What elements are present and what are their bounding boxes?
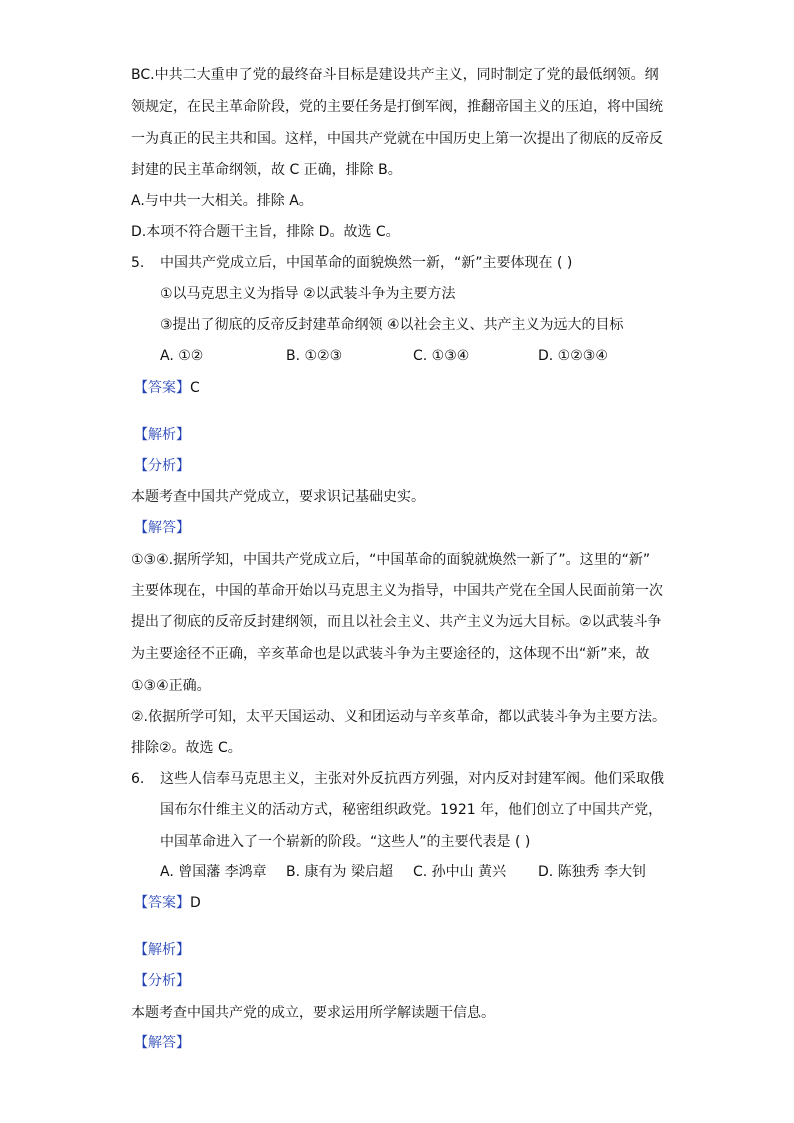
jieda-line: ②.依据所学可知，太平天国运动、义和团运动与辛亥革命，都以武装斗争为主要方法。 (131, 709, 666, 725)
option-b: B. ①②③ (286, 348, 343, 364)
question-stem: 中国共产党成立后，中国革命的面貌焕然一新，“新”主要体现在 ( ) (160, 255, 573, 271)
answer-value: C (190, 380, 200, 396)
question-stem: 中国革命进入了一个崭新的阶段。“这些人”的主要代表是 ( ) (160, 834, 531, 850)
question-number: 5. (131, 255, 145, 271)
jieda-tag: 【解答】 (134, 1035, 190, 1051)
text-line: 一为真正的民主共和国。这样，中国共产党就在中国历史上第一次提出了彻底的反帝反 (131, 131, 663, 147)
text-line: 封建的民主革命纲领，故 C 正确，排除 B。 (131, 162, 402, 178)
question-number: 6. (131, 771, 145, 787)
option-d: D. ①②③④ (538, 348, 608, 364)
jieda-line: ①③④正确。 (131, 678, 211, 694)
option-a: A. 曾国藩 李鸿章 (160, 864, 267, 880)
answer-row (134, 894, 201, 912)
answer-value: D (190, 895, 201, 911)
question-stem: 这些人信奉马克思主义，主张对外反抗西方列强，对内反对封建军阀。他们采取俄 (160, 771, 664, 787)
question-item: ①以马克思主义为指导 ②以武装斗争为主要方法 (160, 286, 456, 302)
option-a: A. ①② (160, 348, 204, 364)
fenxi-tag: 【分析】 (134, 973, 190, 989)
question-stem: 国布尔什维主义的活动方式，秘密组织政党。1921 年，他们创立了中国共产党， (160, 802, 663, 818)
option-c: C. ①③④ (413, 348, 470, 364)
text-line: 领规定，在民主革命阶段，党的主要任务是打倒军阀，推翻帝国主义的压迫，将中国统 (131, 99, 663, 115)
answer-tag: 【答案】 (134, 380, 190, 396)
option-c: C. 孙中山 黄兴 (413, 864, 507, 880)
answer-tag: 【答案】 (134, 895, 190, 911)
jieda-line: 主要体现在，中国的革命开始以马克思主义为指导，中国共产党在全国人民面前第一次 (131, 583, 663, 599)
analysis-tag: 【解析】 (134, 427, 190, 443)
fenxi-tag: 【分析】 (134, 458, 190, 474)
jieda-line: 提出了彻底的反帝反封建纲领，而且以社会主义、共产主义为远大目标。②以武装斗争 (131, 614, 662, 630)
answer-row (134, 379, 200, 397)
jieda-line: 排除②。故选 C。 (131, 740, 242, 756)
question-item: ③提出了彻底的反帝反封建革命纲领 ④以社会主义、共产主义为远大的目标 (160, 317, 624, 333)
jieda-tag: 【解答】 (134, 520, 190, 536)
text-line: D.本项不符合题干主旨，排除 D。故选 C。 (131, 224, 400, 240)
fenxi-text: 本题考查中国共产党的成立，要求运用所学解读题干信息。 (131, 1005, 495, 1021)
jieda-line: ①③④.据所学知，中国共产党成立后，“中国革命的面貌就焕然一新了”。这里的“新” (131, 552, 651, 568)
option-b: B. 康有为 梁启超 (286, 864, 393, 880)
text-line: A.与中共一大相关。排除 A。 (131, 193, 313, 209)
analysis-tag: 【解析】 (134, 942, 190, 958)
fenxi-text: 本题考查中国共产党成立，要求识记基础史实。 (131, 489, 425, 505)
text-line: BC.中共二大重申了党的最终奋斗目标是建设共产主义，同时制定了党的最低纲领。纲 (131, 67, 659, 83)
jieda-line: 为主要途径不正确，辛亥革命也是以武装斗争为主要途径的，这体现不出“新”来，故 (131, 646, 650, 662)
option-d: D. 陈独秀 李大钊 (538, 864, 647, 880)
